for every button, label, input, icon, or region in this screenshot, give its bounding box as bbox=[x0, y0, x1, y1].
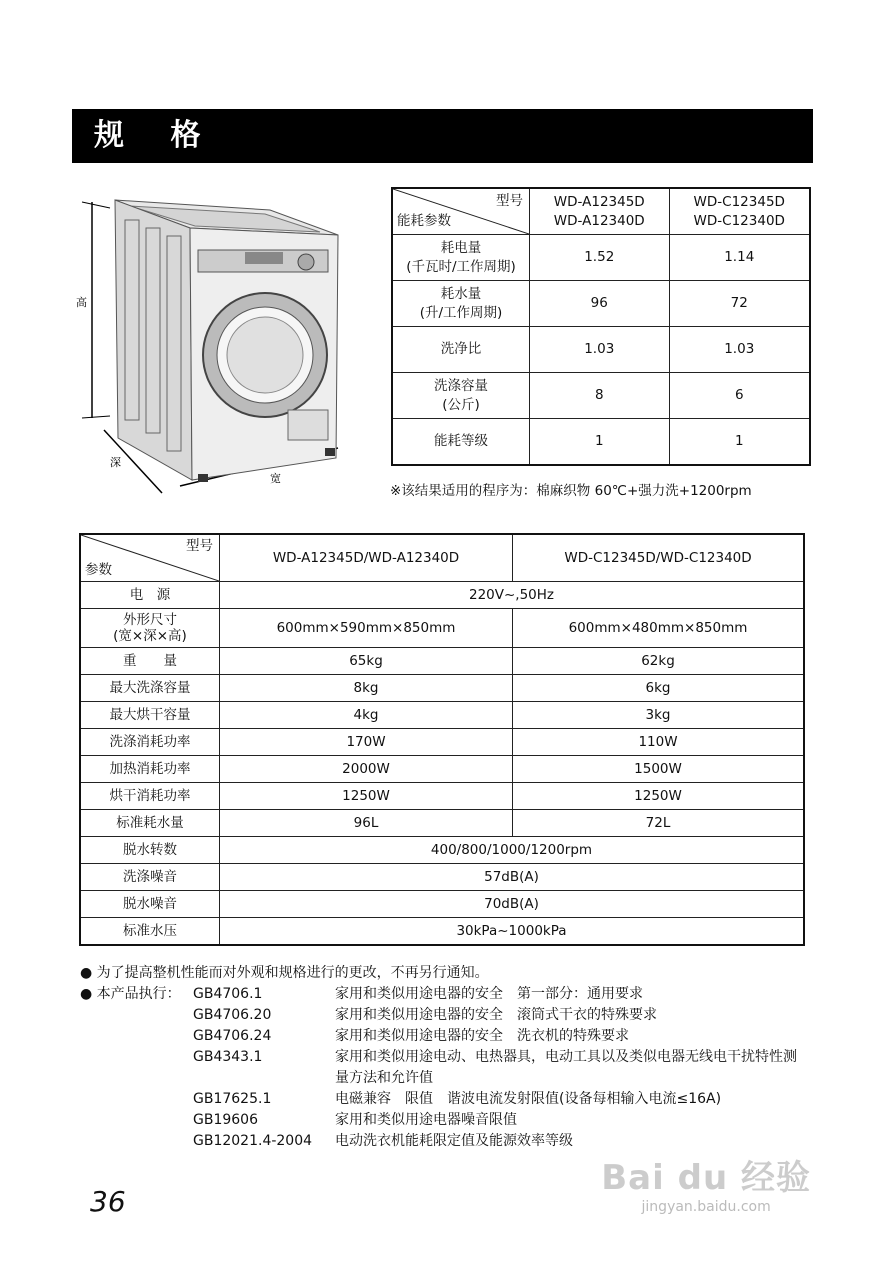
note-bullet-1: ● 为了提高整机性能而对外观和规格进行的更改，不再另行通知。 bbox=[80, 965, 489, 981]
notes-section bbox=[80, 963, 810, 1152]
header-model-label: 型号 bbox=[186, 538, 213, 554]
list-item: GB17625.1 电磁兼容 限值 谐波电流发射限值(设备每相输入电流≤16A) bbox=[193, 1091, 722, 1107]
spec-table-header-corner bbox=[80, 534, 220, 582]
note-bullet-2-prefix: ● 本产品执行： bbox=[80, 986, 181, 1002]
table-row: 耗电量 (千瓦时/工作周期) 1.52 1.14 bbox=[392, 235, 810, 281]
energy-table bbox=[391, 187, 811, 466]
spec-table bbox=[79, 533, 805, 946]
width-label: 宽 bbox=[270, 472, 281, 485]
list-item: GB4706.24 家用和类似用途电器的安全 洗衣机的特殊要求 bbox=[193, 1028, 629, 1044]
list-item: GB19606 家用和类似用途电器噪音限值 bbox=[193, 1112, 517, 1128]
height-label: 高 bbox=[76, 296, 87, 309]
list-item: GB12021.4-2004 电动洗衣机能耗限定值及能源效率等级 bbox=[193, 1133, 573, 1149]
energy-table-note: ※该结果适用的程序为：棉麻织物 60℃+强力洗+1200rpm bbox=[390, 483, 752, 499]
table-row: 耗水量 (升/工作周期) 96 72 bbox=[392, 281, 810, 327]
table-row: 外形尺寸 (宽×深×高) 600mm×590mm×850mm 600mm×480mm×850mm bbox=[80, 609, 804, 648]
table-row: 电 源 220V~,50Hz bbox=[80, 582, 804, 609]
table-row: 加热消耗功率 2000W 1500W bbox=[80, 756, 804, 783]
watermark-logo: Bai du 经验 jingyan.baidu.com bbox=[601, 1158, 811, 1215]
list-item: GB4706.20 家用和类似用途电器的安全 滚筒式干衣的特殊要求 bbox=[193, 1007, 657, 1023]
table-row: 最大洗涤容量 8kg 6kg bbox=[80, 675, 804, 702]
washing-machine-illustration bbox=[70, 190, 370, 510]
depth-label: 深 bbox=[110, 456, 121, 469]
model-col2-header: WD-C12345D WD-C12340D bbox=[669, 188, 810, 235]
table-row: 重 量 65kg 62kg bbox=[80, 648, 804, 675]
page-number: 36 bbox=[90, 1185, 126, 1218]
page-title: 规 格 bbox=[72, 109, 813, 163]
table-row: 洗涤消耗功率 170W 110W bbox=[80, 729, 804, 756]
table-row: 洗涤容量 (公斤) 8 6 bbox=[392, 373, 810, 419]
table-row: 洗涤噪音 57dB(A) bbox=[80, 864, 804, 891]
table-row: 脱水噪音 70dB(A) bbox=[80, 891, 804, 918]
table-row: 最大烘干容量 4kg 3kg bbox=[80, 702, 804, 729]
energy-table-header-corner bbox=[392, 188, 530, 235]
list-item: GB4343.1 家用和类似用途电动、电热器具，电动工具以及类似电器无线电干扰特性测量方法和允许值 bbox=[193, 1049, 797, 1086]
table-row: 标准水压 30kPa~1000kPa bbox=[80, 918, 804, 946]
spec-col2-header: WD-C12345D/WD-C12340D bbox=[513, 534, 805, 582]
model-col1-header: WD-A12345D WD-A12340D bbox=[530, 188, 670, 235]
table-row: 能耗等级 1 1 bbox=[392, 419, 810, 466]
table-row: 标准耗水量 96L 72L bbox=[80, 810, 804, 837]
list-item: ● 本产品执行： GB4706.1 家用和类似用途电器的安全 第一部分：通用要求 bbox=[80, 984, 810, 1005]
header-param-label: 参数 bbox=[85, 562, 112, 578]
spec-col1-header: WD-A12345D/WD-A12340D bbox=[220, 534, 513, 582]
header-param-label: 能耗参数 bbox=[397, 213, 451, 229]
table-row: 烘干消耗功率 1250W 1250W bbox=[80, 783, 804, 810]
header-model-label: 型号 bbox=[496, 193, 523, 209]
table-row: 脱水转数 400/800/1000/1200rpm bbox=[80, 837, 804, 864]
table-row: 洗净比 1.03 1.03 bbox=[392, 327, 810, 373]
